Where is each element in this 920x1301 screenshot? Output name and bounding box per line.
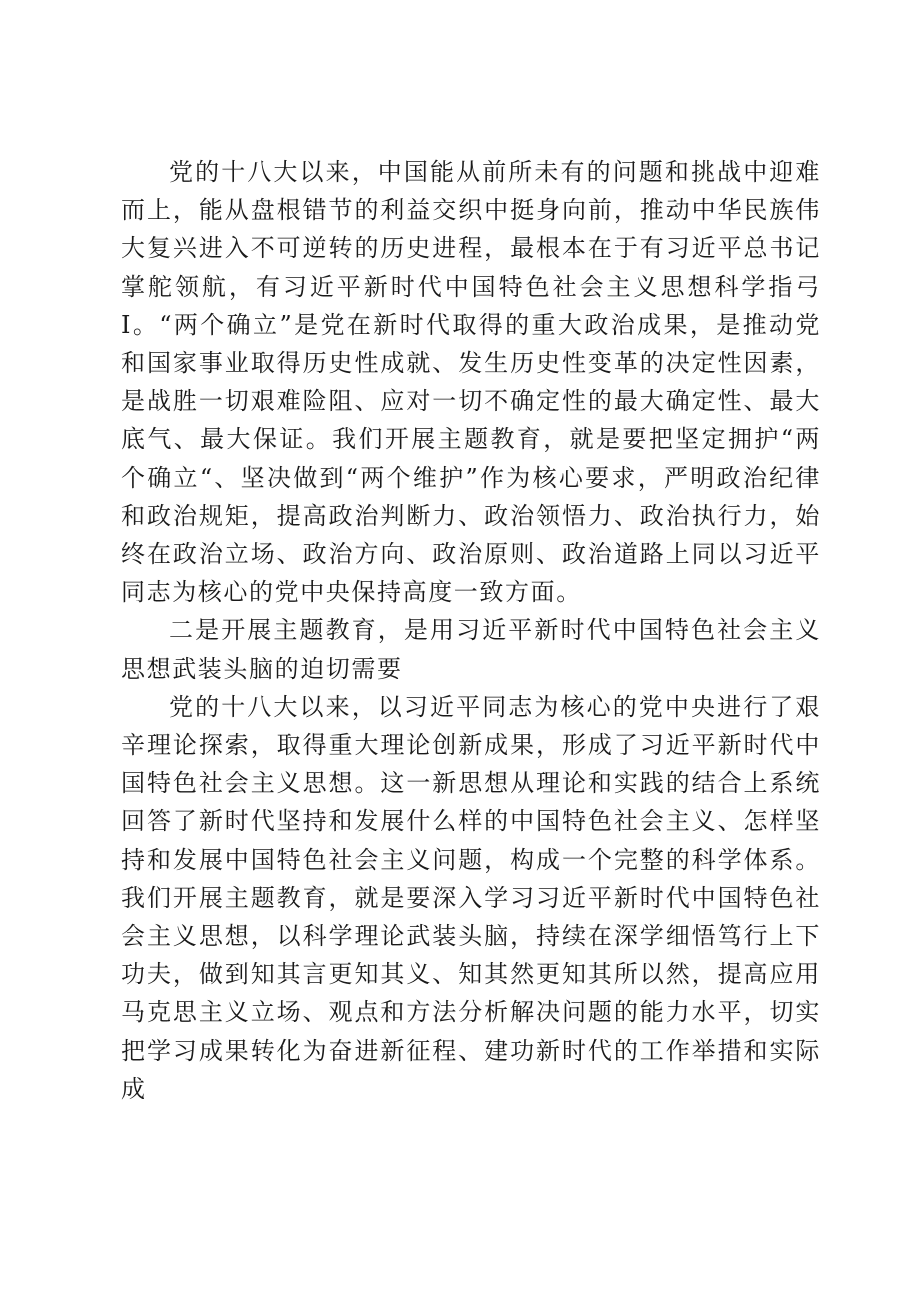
paragraph-two-establishments: 党的十八大以来，中国能从前所未有的问题和挑战中迎难而上，能从盘根错节的利益交织中挺身向前，推动中华民族伟大复兴进入不可逆转的历史进程，最根本在于有习近平总书记掌舵领航，有习近平新时代中国特色社会主义思想科学指弓I。“两个确立”是党在新时代取得的重大政治成果，是推动党和国家事业取得历史性成就、发生历史性变革的决定性因素，是战胜一切艰难险阻、应对一切不确定性的最大确定性、最大底气、最大保证。我们开展主题教育，就是要把坚定拥护“两个确立“、坚决做到“两个维护”作为核心要求，严明政治纪律和政治规矩，提高政治判断力、政治领悟力、政治执行力，始终在政治立场、政治方向、政治原则、政治道路上同以习近平同志为核心的党中央保持高度一致方面。 bbox=[121, 158, 821, 607]
section-heading-study-thought: 二是开展主题教育，是用习近平新时代中国特色社会主义思想武装头脑的迫切需要 bbox=[121, 616, 821, 683]
paragraph-theory-innovation: 党的十八大以来，以习近平同志为核心的党中央进行了艰辛理论探索，取得重大理论创新成果，形成了习近平新时代中国特色社会主义思想。这一新思想从理论和实践的结合上系统回答了新时代坚持和发展什么样的中国特色社会主义、怎样坚持和发展中国特色社会主义问题，构成一个完整的科学体系。我们开展主题教育，就是要深入学习习近平新时代中国特色社会主义思想，以科学理论武装头脑，持续在深学细悟笃行上下功夫，做到知其言更知其义、知其然更知其所以然，提高应用马克思主义立场、观点和方法分析解决问题的能力水平，切实把学习成果转化为奋进新征程、建功新时代的工作举措和实际成 bbox=[121, 692, 821, 1103]
document-body bbox=[121, 153, 821, 1108]
